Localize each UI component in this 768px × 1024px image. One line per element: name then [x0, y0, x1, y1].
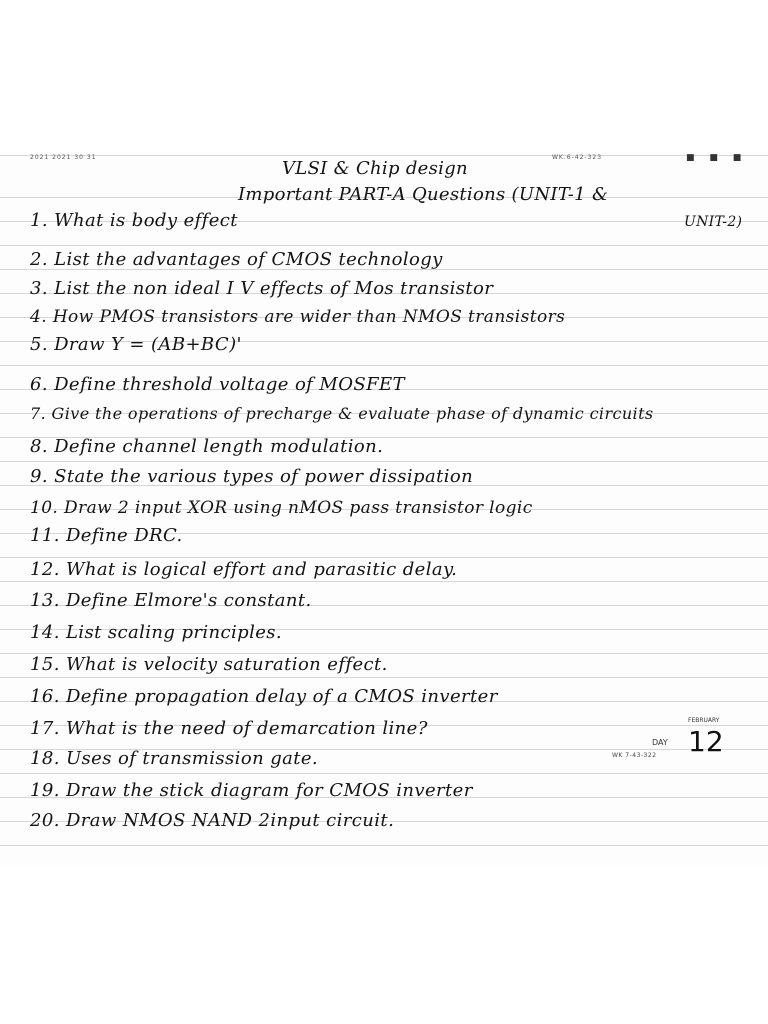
question-item: 10. Draw 2 input XOR using nMOS pass transistor logic — [30, 498, 533, 518]
question-item: 13. Define Elmore's constant. — [30, 590, 312, 611]
calendar-month: FEBRUARY — [688, 717, 720, 724]
question-item: 5. Draw Y = (AB+BC)' — [30, 334, 242, 355]
page-corner-marks: ■ ■ ■ — [686, 153, 748, 163]
question-item: 15. What is velocity saturation effect. — [30, 654, 388, 675]
calendar-week-stamp: WK 7-43-322 — [612, 752, 657, 759]
notebook-page — [0, 152, 768, 866]
printed-date-stamp: 2021 2021 30 31 — [30, 154, 97, 161]
question-item: 18. Uses of transmission gate. — [30, 748, 319, 769]
question-item: 12. What is logical effort and parasitic delay. — [30, 559, 458, 580]
question-item: 19. Draw the stick diagram for CMOS inverter — [30, 780, 473, 801]
question-item: 7. Give the operations of precharge & evaluate phase of dynamic circuits — [30, 404, 654, 423]
question-item: 4. How PMOS transistors are wider than NMOS transistors — [30, 307, 566, 327]
page-subtitle-continued: UNIT-2) — [684, 214, 743, 230]
question-item: 11. Define DRC. — [30, 525, 183, 546]
question-item: 2. List the advantages of CMOS technology — [30, 249, 443, 270]
calendar-day-number: 12 — [688, 725, 724, 758]
question-item: 6. Define threshold voltage of MOSFET — [30, 374, 405, 395]
question-item: 20. Draw NMOS NAND 2input circuit. — [30, 810, 395, 831]
question-item: 9. State the various types of power dissipation — [30, 466, 474, 487]
calendar-day-label: DAY — [652, 738, 668, 747]
page-subtitle: Important PART-A Questions (UNIT-1 & — [238, 184, 609, 205]
question-item: 17. What is the need of demarcation line? — [30, 718, 428, 739]
question-item: 1. What is body effect — [30, 210, 238, 231]
question-item: 16. Define propagation delay of a CMOS inverter — [30, 686, 498, 707]
question-item: 3. List the non ideal I V effects of Mos transistor — [30, 278, 494, 299]
printed-week-stamp: WK.6-42-323 — [552, 154, 603, 161]
question-item: 14. List scaling principles. — [30, 622, 283, 643]
question-item: 8. Define channel length modulation. — [30, 436, 384, 457]
page-title: VLSI & Chip design — [282, 158, 468, 179]
